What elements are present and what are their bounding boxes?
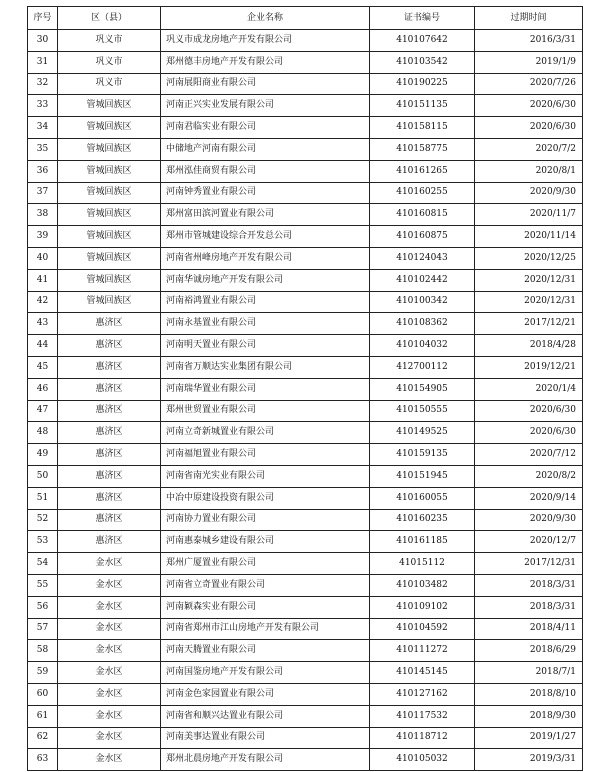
cell-company: 河南天腾置业有限公司 <box>161 640 370 662</box>
table-row <box>28 138 583 160</box>
cell-seq: 54 <box>28 553 58 575</box>
table-row <box>28 596 583 618</box>
cell-district: 惠济区 <box>58 509 161 531</box>
cell-seq: 38 <box>28 204 58 226</box>
cell-expiry: 2020/7/2 <box>475 138 583 160</box>
cell-company: 河南惠泰城乡建设有限公司 <box>161 531 370 553</box>
cell-district: 金水区 <box>58 596 161 618</box>
cell-expiry: 2020/12/25 <box>475 247 583 269</box>
table-row <box>28 182 583 204</box>
cell-expiry: 2018/4/11 <box>475 618 583 640</box>
header-cert: 证书编号 <box>370 7 475 30</box>
table-row <box>28 444 583 466</box>
cell-seq: 44 <box>28 335 58 357</box>
company-certificate-table <box>27 6 583 771</box>
table-row <box>28 204 583 226</box>
cell-expiry: 2020/6/30 <box>475 95 583 117</box>
cell-expiry: 2017/12/31 <box>475 553 583 575</box>
cell-seq: 57 <box>28 618 58 640</box>
cell-seq: 46 <box>28 378 58 400</box>
cell-cert: 410104032 <box>370 335 475 357</box>
cell-seq: 35 <box>28 138 58 160</box>
cell-cert: 410127162 <box>370 683 475 705</box>
cell-company: 河南明天置业有限公司 <box>161 335 370 357</box>
table-row <box>28 378 583 400</box>
cell-company: 郑州泓佳商贸有限公司 <box>161 160 370 182</box>
cell-seq: 40 <box>28 247 58 269</box>
cell-expiry: 2020/9/30 <box>475 509 583 531</box>
cell-company: 河南国鉴房地产开发有限公司 <box>161 662 370 684</box>
cell-company: 中储地产河南有限公司 <box>161 138 370 160</box>
cell-company: 河南省和顺兴达置业有限公司 <box>161 705 370 727</box>
cell-seq: 34 <box>28 117 58 139</box>
cell-expiry: 2020/11/14 <box>475 226 583 248</box>
cell-cert: 410158115 <box>370 117 475 139</box>
header-row <box>28 7 583 30</box>
cell-company: 河南协力置业有限公司 <box>161 509 370 531</box>
cell-company: 河南裕鸿置业有限公司 <box>161 291 370 313</box>
cell-seq: 62 <box>28 727 58 749</box>
cell-cert: 410111272 <box>370 640 475 662</box>
cell-district: 惠济区 <box>58 335 161 357</box>
cell-expiry: 2020/6/30 <box>475 117 583 139</box>
cell-expiry: 2018/7/1 <box>475 662 583 684</box>
table-row <box>28 335 583 357</box>
cell-company: 河南展阳商业有限公司 <box>161 73 370 95</box>
cell-expiry: 2017/12/21 <box>475 313 583 335</box>
cell-company: 郑州市管城建设综合开发总公司 <box>161 226 370 248</box>
table-row <box>28 30 583 52</box>
cell-seq: 51 <box>28 487 58 509</box>
cell-seq: 53 <box>28 531 58 553</box>
header-seq: 序号 <box>28 7 58 30</box>
cell-seq: 47 <box>28 400 58 422</box>
cell-expiry: 2016/3/31 <box>475 30 583 52</box>
cell-seq: 59 <box>28 662 58 684</box>
cell-cert: 410103482 <box>370 574 475 596</box>
table-row <box>28 291 583 313</box>
cell-cert: 410160815 <box>370 204 475 226</box>
cell-expiry: 2020/1/4 <box>475 378 583 400</box>
cell-seq: 45 <box>28 356 58 378</box>
cell-cert: 410160055 <box>370 487 475 509</box>
cell-seq: 31 <box>28 51 58 73</box>
cell-company: 河南金色家园置业有限公司 <box>161 683 370 705</box>
cell-cert: 410102442 <box>370 269 475 291</box>
cell-district: 巩义市 <box>58 51 161 73</box>
cell-district: 金水区 <box>58 640 161 662</box>
cell-seq: 37 <box>28 182 58 204</box>
cell-cert: 410160875 <box>370 226 475 248</box>
cell-expiry: 2020/7/26 <box>475 73 583 95</box>
cell-district: 金水区 <box>58 574 161 596</box>
table-row <box>28 727 583 749</box>
header-expiry: 过期时间 <box>475 7 583 30</box>
cell-seq: 50 <box>28 465 58 487</box>
cell-seq: 56 <box>28 596 58 618</box>
cell-district: 管城回族区 <box>58 291 161 313</box>
cell-expiry: 2020/12/7 <box>475 531 583 553</box>
cell-expiry: 2020/12/31 <box>475 269 583 291</box>
cell-cert: 410154905 <box>370 378 475 400</box>
cell-expiry: 2018/6/29 <box>475 640 583 662</box>
cell-cert: 410161265 <box>370 160 475 182</box>
cell-company: 河南钟秀置业有限公司 <box>161 182 370 204</box>
cell-district: 金水区 <box>58 705 161 727</box>
cell-expiry: 2020/11/7 <box>475 204 583 226</box>
cell-company: 河南省南光实业有限公司 <box>161 465 370 487</box>
cell-district: 金水区 <box>58 618 161 640</box>
cell-company: 河南永基置业有限公司 <box>161 313 370 335</box>
cell-cert: 410105032 <box>370 749 475 771</box>
table-row <box>28 749 583 771</box>
cell-company: 巩义市成龙房地产开发有限公司 <box>161 30 370 52</box>
cell-company: 河南福旭置业有限公司 <box>161 444 370 466</box>
cell-cert: 410103542 <box>370 51 475 73</box>
cell-seq: 52 <box>28 509 58 531</box>
cell-cert: 410117532 <box>370 705 475 727</box>
cell-company: 河南正兴实业发展有限公司 <box>161 95 370 117</box>
table-row <box>28 553 583 575</box>
cell-district: 管城回族区 <box>58 95 161 117</box>
cell-expiry: 2020/12/31 <box>475 291 583 313</box>
table-row <box>28 356 583 378</box>
cell-cert: 410145145 <box>370 662 475 684</box>
cell-cert: 410104592 <box>370 618 475 640</box>
cell-district: 管城回族区 <box>58 269 161 291</box>
table-row <box>28 95 583 117</box>
cell-cert: 410150555 <box>370 400 475 422</box>
cell-cert: 410158775 <box>370 138 475 160</box>
cell-company: 河南省州峰房地产开发有限公司 <box>161 247 370 269</box>
table-row <box>28 531 583 553</box>
cell-company: 河南省立奇置业有限公司 <box>161 574 370 596</box>
cell-cert: 410108362 <box>370 313 475 335</box>
cell-district: 惠济区 <box>58 313 161 335</box>
cell-company: 河南华诚房地产开发有限公司 <box>161 269 370 291</box>
table-row <box>28 640 583 662</box>
cell-district: 金水区 <box>58 662 161 684</box>
cell-company: 河南君临实业有限公司 <box>161 117 370 139</box>
cell-district: 管城回族区 <box>58 247 161 269</box>
cell-seq: 32 <box>28 73 58 95</box>
cell-company: 郑州富田滨河置业有限公司 <box>161 204 370 226</box>
cell-district: 巩义市 <box>58 30 161 52</box>
cell-cert: 410149525 <box>370 422 475 444</box>
table-row <box>28 226 583 248</box>
cell-cert: 41015112 <box>370 553 475 575</box>
cell-company: 中冶中原建设投资有限公司 <box>161 487 370 509</box>
cell-district: 巩义市 <box>58 73 161 95</box>
cell-cert: 410151945 <box>370 465 475 487</box>
cell-seq: 39 <box>28 226 58 248</box>
cell-seq: 36 <box>28 160 58 182</box>
cell-expiry: 2018/9/30 <box>475 705 583 727</box>
header-company: 企业名称 <box>161 7 370 30</box>
cell-district: 惠济区 <box>58 487 161 509</box>
cell-expiry: 2018/3/31 <box>475 596 583 618</box>
cell-district: 惠济区 <box>58 444 161 466</box>
cell-expiry: 2019/1/27 <box>475 727 583 749</box>
cell-expiry: 2019/3/31 <box>475 749 583 771</box>
cell-cert: 410109102 <box>370 596 475 618</box>
table-row <box>28 705 583 727</box>
cell-district: 管城回族区 <box>58 204 161 226</box>
table-row <box>28 662 583 684</box>
cell-seq: 30 <box>28 30 58 52</box>
table-row <box>28 269 583 291</box>
cell-company: 河南美事达置业有限公司 <box>161 727 370 749</box>
cell-district: 金水区 <box>58 727 161 749</box>
table-row <box>28 247 583 269</box>
cell-seq: 33 <box>28 95 58 117</box>
cell-expiry: 2020/8/1 <box>475 160 583 182</box>
table-row <box>28 465 583 487</box>
cell-cert: 410159135 <box>370 444 475 466</box>
cell-expiry: 2020/9/14 <box>475 487 583 509</box>
cell-district: 惠济区 <box>58 378 161 400</box>
cell-district: 惠济区 <box>58 356 161 378</box>
cell-cert: 410124043 <box>370 247 475 269</box>
table-row <box>28 574 583 596</box>
table-row <box>28 487 583 509</box>
cell-seq: 49 <box>28 444 58 466</box>
table-row <box>28 618 583 640</box>
cell-company: 河南颖森实业有限公司 <box>161 596 370 618</box>
table-row <box>28 51 583 73</box>
header-district: 区（县） <box>58 7 161 30</box>
cell-seq: 43 <box>28 313 58 335</box>
cell-district: 管城回族区 <box>58 117 161 139</box>
cell-district: 管城回族区 <box>58 160 161 182</box>
cell-cert: 410160255 <box>370 182 475 204</box>
table-row <box>28 313 583 335</box>
table-row <box>28 117 583 139</box>
cell-seq: 55 <box>28 574 58 596</box>
cell-expiry: 2020/7/12 <box>475 444 583 466</box>
cell-company: 郑州北晨房地产开发有限公司 <box>161 749 370 771</box>
cell-company: 河南立奇新城置业有限公司 <box>161 422 370 444</box>
table-row <box>28 422 583 444</box>
cell-cert: 410190225 <box>370 73 475 95</box>
cell-district: 管城回族区 <box>58 182 161 204</box>
cell-expiry: 2020/6/30 <box>475 422 583 444</box>
table-row <box>28 160 583 182</box>
cell-seq: 63 <box>28 749 58 771</box>
cell-cert: 410161185 <box>370 531 475 553</box>
cell-seq: 48 <box>28 422 58 444</box>
cell-company: 河南省郑州市江山房地产开发有限公司 <box>161 618 370 640</box>
cell-district: 惠济区 <box>58 531 161 553</box>
cell-district: 金水区 <box>58 683 161 705</box>
cell-cert: 410160235 <box>370 509 475 531</box>
cell-expiry: 2018/4/28 <box>475 335 583 357</box>
cell-company: 河南瑞华置业有限公司 <box>161 378 370 400</box>
cell-seq: 60 <box>28 683 58 705</box>
cell-seq: 61 <box>28 705 58 727</box>
cell-district: 惠济区 <box>58 422 161 444</box>
cell-expiry: 2018/3/31 <box>475 574 583 596</box>
cell-expiry: 2020/9/30 <box>475 182 583 204</box>
cell-cert: 410151135 <box>370 95 475 117</box>
cell-expiry: 2020/6/30 <box>475 400 583 422</box>
cell-expiry: 2018/8/10 <box>475 683 583 705</box>
cell-expiry: 2019/12/21 <box>475 356 583 378</box>
table-row <box>28 509 583 531</box>
cell-district: 管城回族区 <box>58 226 161 248</box>
cell-expiry: 2020/8/2 <box>475 465 583 487</box>
cell-company: 郑州世贸置业有限公司 <box>161 400 370 422</box>
cell-cert: 410118712 <box>370 727 475 749</box>
cell-seq: 58 <box>28 640 58 662</box>
cell-company: 郑州广厦置业有限公司 <box>161 553 370 575</box>
table-row <box>28 400 583 422</box>
cell-cert: 410100342 <box>370 291 475 313</box>
table-row <box>28 73 583 95</box>
cell-expiry: 2019/1/9 <box>475 51 583 73</box>
cell-district: 管城回族区 <box>58 138 161 160</box>
cell-district: 金水区 <box>58 553 161 575</box>
cell-district: 金水区 <box>58 749 161 771</box>
cell-district: 惠济区 <box>58 465 161 487</box>
cell-company: 河南省万顺达实业集团有限公司 <box>161 356 370 378</box>
cell-district: 惠济区 <box>58 400 161 422</box>
cell-cert: 410107642 <box>370 30 475 52</box>
cell-company: 郑州德丰房地产开发有限公司 <box>161 51 370 73</box>
cell-seq: 41 <box>28 269 58 291</box>
table-row <box>28 683 583 705</box>
cell-cert: 412700112 <box>370 356 475 378</box>
cell-seq: 42 <box>28 291 58 313</box>
